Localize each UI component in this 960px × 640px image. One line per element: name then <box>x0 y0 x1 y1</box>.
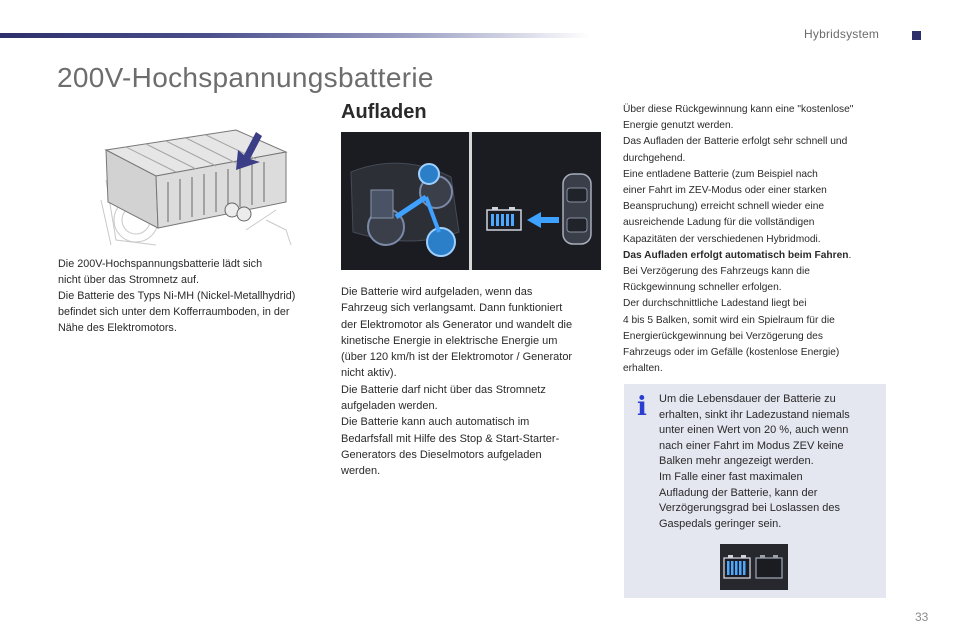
right-description <box>623 102 883 377</box>
info-line: Im Falle einer fast maximalen <box>659 470 803 483</box>
middle-line: Die Batterie darf nicht über das Stromnetz <box>341 383 546 396</box>
page-number: 33 <box>915 610 929 624</box>
header-marker-square <box>912 31 921 40</box>
right-line: durchgehend. <box>623 152 686 164</box>
right-line: ausreichende Ladung für die vollständigen <box>623 217 815 229</box>
diagram-divider <box>469 132 472 270</box>
middle-line: nicht aktiv). <box>341 367 397 380</box>
left-line: nicht über das Stromnetz auf. <box>58 274 200 286</box>
battery-gauge-image <box>720 544 788 590</box>
bold-statement: Das Aufladen erfolgt automatisch beim Fahren <box>623 249 849 261</box>
middle-line: Bedarfsfall mit Hilfe des Stop & Start-Starter- <box>341 432 560 445</box>
info-box-text <box>659 392 879 532</box>
left-line: Die Batterie des Typs Ni-MH (Nickel-Metallhydrid) <box>58 290 296 302</box>
middle-line: Die Batterie kann auch automatisch im <box>341 416 530 429</box>
energy-arrow <box>527 212 559 228</box>
middle-line: Die Batterie wird aufgeladen, wenn das <box>341 286 533 298</box>
middle-line: Fahrzeug sich verlangsamt. Dann funktioniert <box>341 302 563 315</box>
right-line: erhalten. <box>623 363 663 375</box>
info-line: Balken mehr angezeigt werden. <box>659 455 814 468</box>
middle-line: aufgeladen werden. <box>341 400 438 413</box>
right-line: Beanspruchung) erreicht schnell wieder eine <box>623 201 825 213</box>
right-line: Kapazitäten der verschiedenen Hybridmodi. <box>623 233 821 245</box>
right-line: Das Aufladen der Batterie erfolgt sehr schnell und <box>623 136 848 148</box>
right-line: einer Fahrt im ZEV-Modus oder einer starken <box>623 185 827 197</box>
battery-illustration <box>96 110 296 250</box>
info-line: nach einer Fahrt im Modus ZEV keine <box>659 439 844 452</box>
info-line: unter einen Wert von 20 %, auch wenn <box>659 424 849 437</box>
left-line: Die 200V-Hochspannungsbatterie lädt sich <box>58 258 263 270</box>
section-title: Hybridsystem <box>804 27 880 41</box>
right-line-emphasis <box>623 248 883 264</box>
middle-line: (über 120 km/h ist der Elektromotor / Generator <box>341 351 573 364</box>
battery-gauge-graphic <box>487 207 521 230</box>
middle-line: kinetische Energie in elektrische Energie um <box>341 334 558 347</box>
info-line: Um die Lebensdauer der Batterie zu <box>659 393 836 405</box>
left-description <box>58 256 320 336</box>
section-heading-aufladen: Aufladen <box>341 101 427 123</box>
info-icon: i <box>637 392 647 422</box>
info-line: Aufladung der Batterie, kann der <box>659 486 818 499</box>
page-title: 200V-Hochspannungsbatterie <box>57 62 434 93</box>
middle-description <box>341 284 603 480</box>
middle-line: Generators des Dieselmotors aufgeladen <box>341 448 542 461</box>
right-line: Über diese Rückgewinnung kann eine "kostenlose" <box>623 104 854 115</box>
right-line: Der durchschnittliche Ladestand liegt bei <box>623 298 807 310</box>
right-line: Fahrzeugs oder im Gefälle (kostenlose Energie) <box>623 347 840 359</box>
right-line: Eine entladene Batterie (zum Beispiel nach <box>623 168 818 180</box>
info-line: Verzögerungsgrad bei Loslassen des <box>659 502 841 515</box>
header-gradient-bar <box>0 33 590 38</box>
left-line: befindet sich unter dem Kofferraumboden, in der <box>58 306 290 318</box>
right-line: Energie genutzt werden. <box>623 120 734 132</box>
info-line: Gaspedals geringer sein. <box>659 517 782 530</box>
battery-gauge-graphic-small <box>720 544 788 590</box>
right-line: Bei Verzögerung des Fahrzeugs kann die <box>623 266 810 278</box>
middle-line: werden. <box>341 465 381 478</box>
left-line: Nähe des Elektromotors. <box>58 322 177 334</box>
middle-line: der Elektromotor als Generator und wandelt die <box>341 318 573 331</box>
right-line: Rückgewinnung schneller erfolgen. <box>623 282 782 294</box>
right-line: Energierückgewinnung bei Verzögerung des <box>623 330 823 342</box>
info-line: erhalten, sinkt ihr Ladezustand niemals <box>659 408 850 421</box>
drivetrain-graphic <box>351 163 459 256</box>
car-topview-graphic <box>563 174 591 244</box>
bold-suffix: . <box>848 249 852 261</box>
right-line: 4 bis 5 Balken, somit wird ein Spielraum für die <box>623 314 835 326</box>
